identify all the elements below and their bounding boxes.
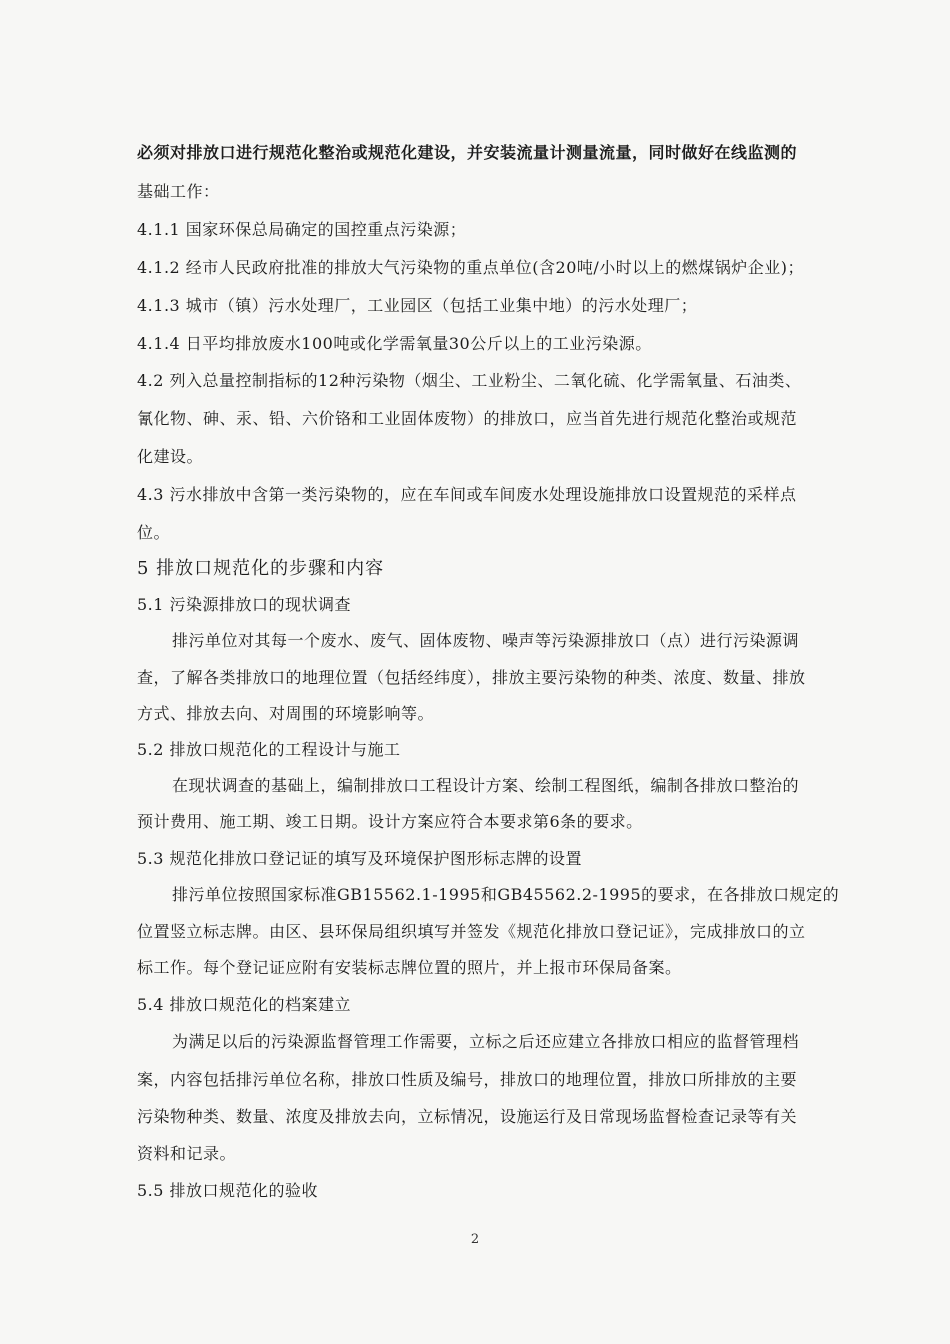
paragraph-line: 位。 bbox=[137, 523, 171, 542]
paragraph-line: 案，内容包括排污单位名称，排放口性质及编号，排放口的地理位置，排放口所排放的主要 bbox=[137, 1070, 798, 1089]
list-item: 4.1.4 日平均排放废水100吨或化学需氧量30公斤以上的工业污染源。 bbox=[137, 334, 652, 353]
paragraph-line: 位置竖立标志牌。由区、县环保局组织填写并签发《规范化排放口登记证》，完成排放口的立 bbox=[137, 922, 806, 941]
paragraph-line: 污染物种类、数量、浓度及排放去向，立标情况，设施运行及日常现场监督检查记录等有关 bbox=[137, 1107, 798, 1126]
list-item: 4.1.1 国家环保总局确定的国控重点污染源； bbox=[137, 220, 467, 239]
paragraph-line: 在现状调查的基础上，编制排放口工程设计方案、绘制工程图纸，编制各排放口整治的 bbox=[172, 776, 800, 795]
paragraph-line: 4.2 列入总量控制指标的12种污染物（烟尘、工业粉尘、二氧化硫、化学需氧量、石油类、 bbox=[137, 371, 802, 390]
paragraph-line: 化建设。 bbox=[137, 447, 204, 466]
paragraph-line: 4.3 污水排放中含第一类污染物的，应在车间或车间废水处理设施排放口设置规范的采样点 bbox=[137, 485, 797, 504]
paragraph-line: 预计费用、施工期、竣工日期。设计方案应符合本要求第6条的要求。 bbox=[137, 812, 643, 831]
paragraph-line: 排污单位对其每一个废水、废气、固体废物、噪声等污染源排放口（点）进行污染源调 bbox=[172, 631, 800, 650]
subsection-heading: 5.4 排放口规范化的档案建立 bbox=[137, 995, 352, 1014]
paragraph-line: 基础工作： bbox=[137, 182, 220, 201]
list-item: 4.1.3 城市（镇）污水处理厂，工业园区（包括工业集中地）的污水处理厂； bbox=[137, 296, 698, 315]
subsection-heading: 5.5 排放口规范化的验收 bbox=[137, 1181, 319, 1200]
paragraph-line: 标工作。每个登记证应附有安装标志牌位置的照片，并上报市环保局备案。 bbox=[137, 958, 682, 977]
section-heading: 5 排放口规范化的步骤和内容 bbox=[137, 558, 385, 579]
page-number: 2 bbox=[470, 1232, 480, 1247]
paragraph-line: 必须对排放口进行规范化整治或规范化建设，并安装流量计测量流量，同时做好在线监测的 bbox=[137, 143, 798, 162]
subsection-heading: 5.3 规范化排放口登记证的填写及环境保护图形标志牌的设置 bbox=[137, 849, 583, 868]
paragraph-line: 排污单位按照国家标准GB15562.1-1995和GB45562.2-1995的要求，在各排放口规定的 bbox=[172, 885, 840, 904]
paragraph-line: 方式、排放去向、对周围的环境影响等。 bbox=[137, 704, 435, 723]
paragraph-line: 资料和记录。 bbox=[137, 1144, 237, 1163]
subsection-heading: 5.1 污染源排放口的现状调查 bbox=[137, 595, 352, 614]
paragraph-line: 查，了解各类排放口的地理位置（包括经纬度），排放主要污染物的种类、浓度、数量、排放 bbox=[137, 668, 806, 687]
paragraph-line: 氰化物、砷、汞、铅、六价铬和工业固体废物）的排放口，应当首先进行规范化整治或规范 bbox=[137, 409, 798, 428]
subsection-heading: 5.2 排放口规范化的工程设计与施工 bbox=[137, 740, 401, 759]
paragraph-line: 为满足以后的污染源监督管理工作需要，立标之后还应建立各排放口相应的监督管理档 bbox=[172, 1032, 800, 1051]
list-item: 4.1.2 经市人民政府批准的排放大气污染物的重点单位(含20吨/小时以上的燃煤锅炉企业)； bbox=[137, 258, 805, 277]
